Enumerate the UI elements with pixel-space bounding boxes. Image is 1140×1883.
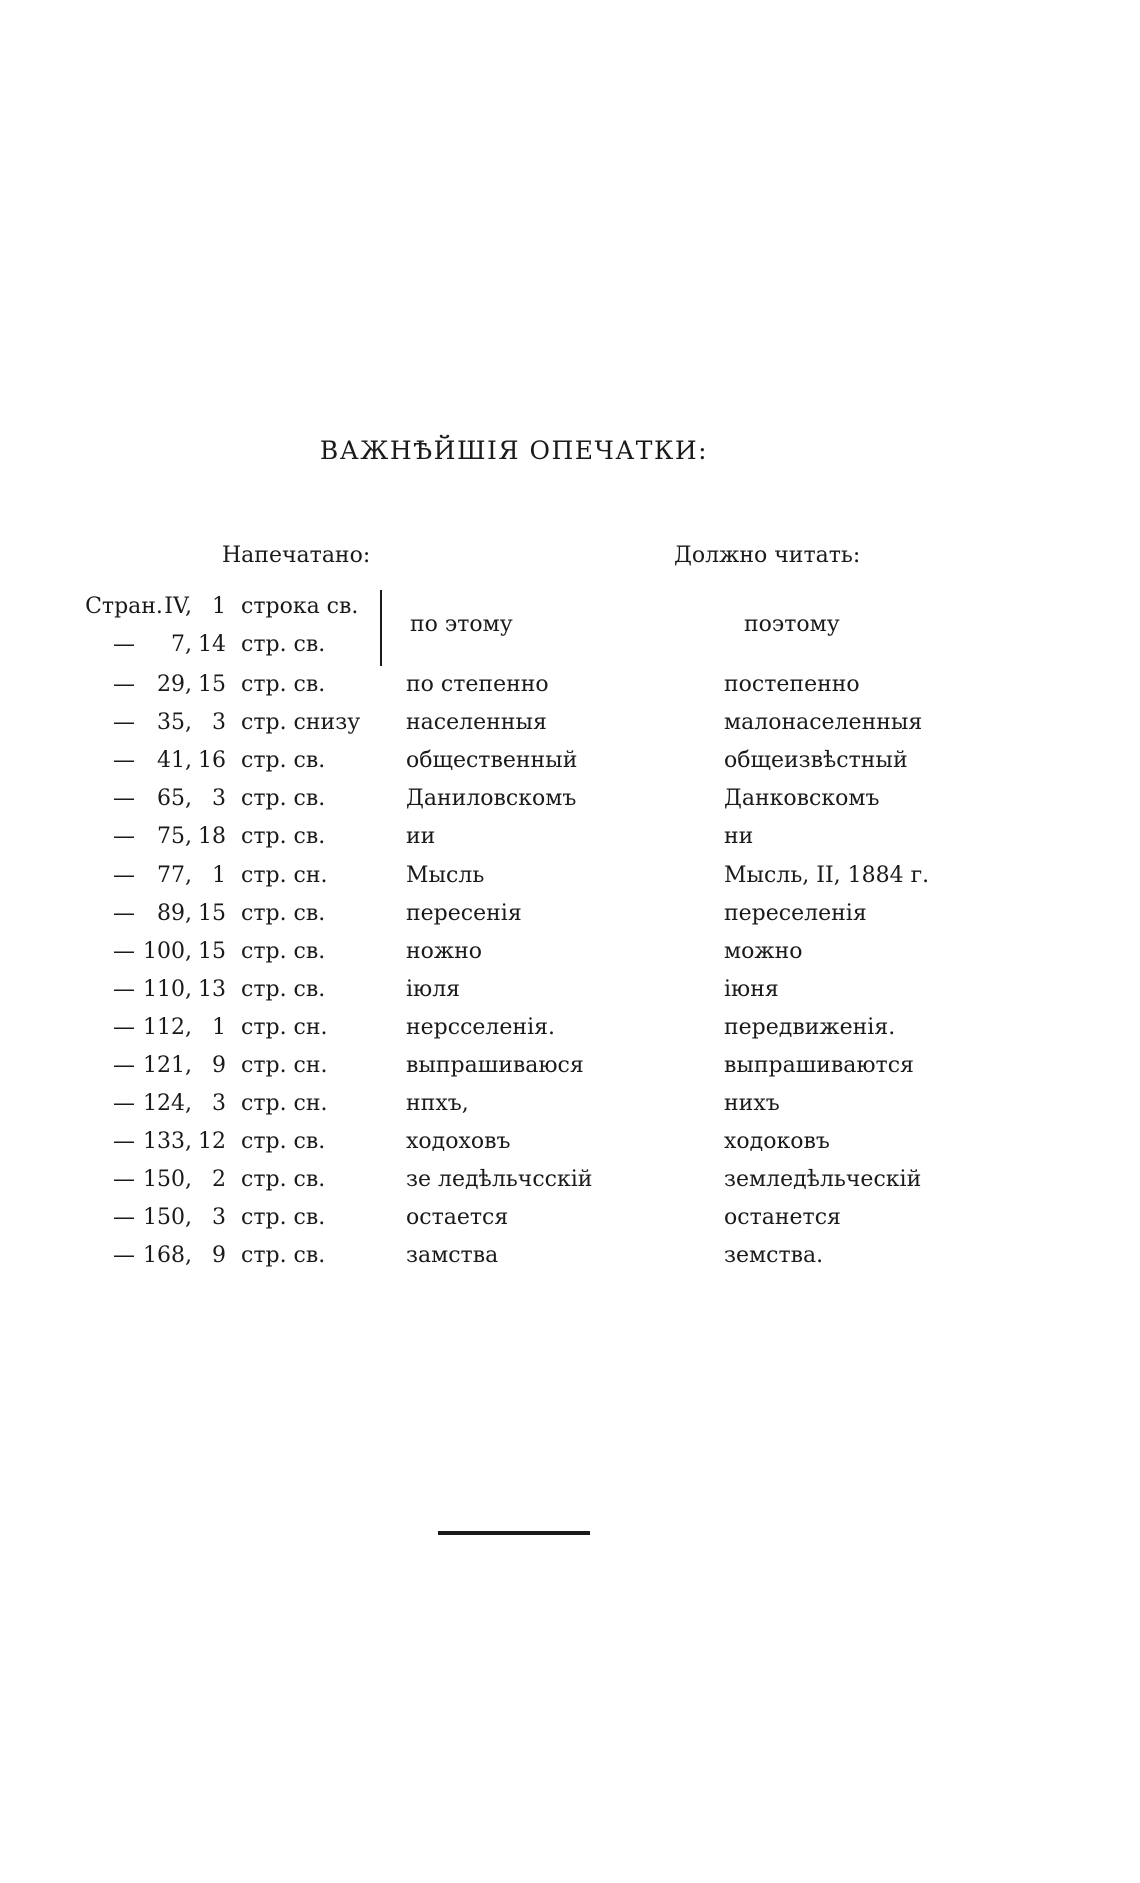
row-printed-text: ножно <box>406 939 483 964</box>
row-correct-text: можно <box>724 939 803 964</box>
row-correct-text: земледѣльческій <box>724 1167 922 1192</box>
errata-row <box>0 895 1140 933</box>
errata-row <box>0 626 1140 664</box>
row-line-unit: стр. сн. <box>241 1015 328 1040</box>
row-line-unit: стр. сн. <box>241 1091 328 1116</box>
row-prefix: — <box>113 710 135 735</box>
errata-row <box>0 742 1140 780</box>
errata-row <box>0 857 1140 895</box>
row-printed-text: нерсселенія. <box>406 1015 555 1040</box>
row-printed-text: ходоховъ <box>406 1129 511 1154</box>
row-page-number: 65, <box>157 786 192 811</box>
row-correct-text: іюня <box>724 977 779 1002</box>
row-line-unit: стр. св. <box>241 977 326 1002</box>
row-page-number: 168, <box>143 1243 192 1268</box>
errata-row <box>0 1047 1140 1085</box>
row-page-number: 133, <box>143 1129 192 1154</box>
row-line-number: 2 <box>212 1167 226 1192</box>
row-line-number: 15 <box>198 672 226 697</box>
row-correct-text: передвиженія. <box>724 1015 896 1040</box>
row-printed-text: общественный <box>406 748 578 773</box>
row-page-number: 7, <box>171 632 192 657</box>
merged-printed-text: по этому <box>410 612 513 637</box>
row-line-number: 14 <box>198 632 226 657</box>
row-line-unit: стр. св. <box>241 1243 326 1268</box>
row-page-number: 89, <box>157 901 192 926</box>
row-line-number: 18 <box>198 824 226 849</box>
row-page-number: 77, <box>157 863 192 888</box>
row-prefix: — <box>113 977 135 1002</box>
row-prefix: — <box>113 939 135 964</box>
errata-row <box>0 818 1140 856</box>
row-prefix: — <box>113 824 135 849</box>
row-correct-text: переселенія <box>724 901 867 926</box>
row-line-number: 3 <box>212 1091 226 1116</box>
row-prefix: — <box>113 672 135 697</box>
errata-row <box>0 1161 1140 1199</box>
row-correct-text: останется <box>724 1205 841 1230</box>
row-line-unit: строка св. <box>241 594 359 619</box>
row-page-number: 150, <box>143 1205 192 1230</box>
row-page-number: 150, <box>143 1167 192 1192</box>
row-prefix: — <box>113 1053 135 1078</box>
row-correct-text: общеизвѣстный <box>724 748 908 773</box>
errata-row <box>0 933 1140 971</box>
row-line-unit: стр. св. <box>241 1129 326 1154</box>
row-prefix: — <box>113 786 135 811</box>
row-line-number: 16 <box>198 748 226 773</box>
row-prefix: — <box>113 632 135 657</box>
row-printed-text: Мысль <box>406 863 485 888</box>
errata-row <box>0 666 1140 704</box>
row-correct-text: ходоковъ <box>724 1129 830 1154</box>
row-correct-text: ни <box>724 824 754 849</box>
row-printed-text: пересенія <box>406 901 522 926</box>
row-line-number: 9 <box>212 1243 226 1268</box>
errata-row <box>0 1199 1140 1237</box>
merged-correct-text: поэтому <box>744 612 840 637</box>
row-correct-text: выпрашиваются <box>724 1053 914 1078</box>
errata-row <box>0 1085 1140 1123</box>
row-printed-text: населенныя <box>406 710 547 735</box>
row-printed-text: Даниловскомъ <box>406 786 577 811</box>
errata-row <box>0 1123 1140 1161</box>
row-page-number: 100, <box>143 939 192 964</box>
row-line-unit: стр. св. <box>241 786 326 811</box>
row-line-number: 15 <box>198 901 226 926</box>
row-printed-text: по степенно <box>406 672 549 697</box>
column-header-correct: Должно читать: <box>674 543 861 568</box>
row-prefix: Стран. <box>85 594 163 619</box>
row-prefix: — <box>113 1015 135 1040</box>
row-line-number: 3 <box>212 1205 226 1230</box>
row-correct-text: нихъ <box>724 1091 780 1116</box>
row-prefix: — <box>113 1091 135 1116</box>
row-line-unit: стр. св. <box>241 1167 326 1192</box>
errata-row <box>0 780 1140 818</box>
row-page-number: 29, <box>157 672 192 697</box>
row-printed-text: нпхъ, <box>406 1091 469 1116</box>
row-printed-text: замства <box>406 1243 499 1268</box>
row-printed-text: остается <box>406 1205 509 1230</box>
row-line-unit: стр. св. <box>241 901 326 926</box>
row-line-number: 1 <box>212 863 226 888</box>
row-line-number: 15 <box>198 939 226 964</box>
row-page-number: 110, <box>143 977 192 1002</box>
row-printed-text: выпрашиваюся <box>406 1053 584 1078</box>
row-line-number: 3 <box>212 786 226 811</box>
row-line-unit: стр. св. <box>241 748 326 773</box>
errata-row <box>0 704 1140 742</box>
row-printed-text: зе ледѣльчсскій <box>406 1167 593 1192</box>
row-line-number: 1 <box>212 1015 226 1040</box>
row-line-number: 12 <box>198 1129 226 1154</box>
row-page-number: IV, <box>164 594 192 619</box>
errata-row <box>0 971 1140 1009</box>
row-printed-text: іюля <box>406 977 461 1002</box>
row-page-number: 35, <box>157 710 192 735</box>
row-line-number: 9 <box>212 1053 226 1078</box>
row-prefix: — <box>113 1205 135 1230</box>
row-prefix: — <box>113 901 135 926</box>
row-prefix: — <box>113 1129 135 1154</box>
errata-row <box>0 1237 1140 1275</box>
row-prefix: — <box>113 748 135 773</box>
row-prefix: — <box>113 863 135 888</box>
row-correct-text: земства. <box>724 1243 824 1268</box>
errata-row <box>0 1009 1140 1047</box>
row-page-number: 75, <box>157 824 192 849</box>
row-page-number: 124, <box>143 1091 192 1116</box>
row-prefix: — <box>113 1243 135 1268</box>
row-line-number: 1 <box>212 594 226 619</box>
row-line-unit: стр. св. <box>241 824 326 849</box>
errata-row <box>0 588 1140 626</box>
row-line-unit: стр. св. <box>241 632 326 657</box>
row-line-unit: стр. св. <box>241 1205 326 1230</box>
row-correct-text: Мысль, II, 1884 г. <box>724 863 930 888</box>
closing-rule <box>438 1531 590 1535</box>
page-title: ВАЖНѢЙШІЯ ОПЕЧАТКИ: <box>319 436 709 465</box>
row-page-number: 41, <box>157 748 192 773</box>
row-line-unit: стр. снизу <box>241 710 361 735</box>
row-correct-text: Данковскомъ <box>724 786 880 811</box>
row-line-unit: стр. сн. <box>241 1053 328 1078</box>
row-page-number: 112, <box>143 1015 192 1040</box>
row-line-number: 3 <box>212 710 226 735</box>
row-printed-text: ии <box>406 824 436 849</box>
row-line-number: 13 <box>198 977 226 1002</box>
row-line-unit: стр. св. <box>241 939 326 964</box>
row-correct-text: малонаселенныя <box>724 710 923 735</box>
row-line-unit: стр. св. <box>241 672 326 697</box>
row-line-unit: стр. сн. <box>241 863 328 888</box>
row-page-number: 121, <box>143 1053 192 1078</box>
column-header-printed: Напечатано: <box>222 543 371 568</box>
row-correct-text: постепенно <box>724 672 860 697</box>
row-prefix: — <box>113 1167 135 1192</box>
